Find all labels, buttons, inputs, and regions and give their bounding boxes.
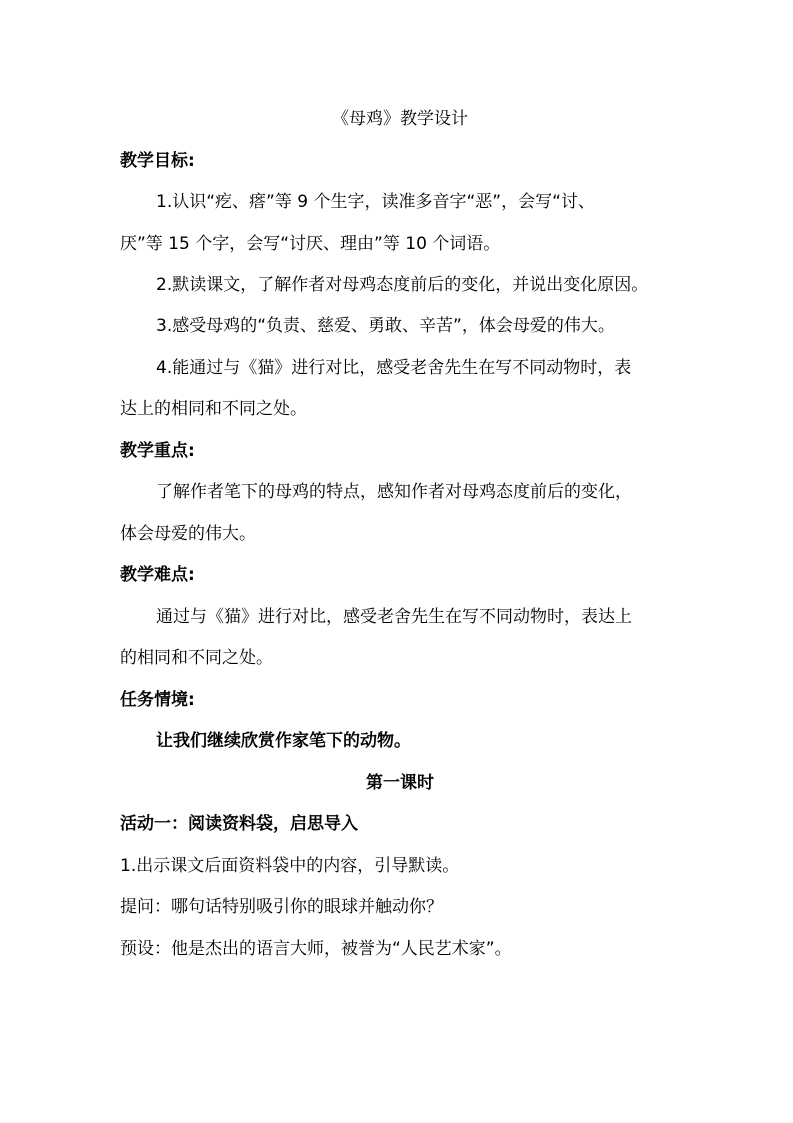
objective-1-line-1: 1.认识“疙、瘩”等 9 个生字，读准多音字“恶”，会写“讨、	[156, 192, 595, 212]
scenario-heading: 任务情境:	[120, 690, 195, 710]
objective-4-line-2: 达上的相同和不同之处。	[120, 399, 307, 419]
objective-3: 3.感受母鸡的“负责、慈爱、勇敢、辛苦”，体会母爱的伟大。	[156, 316, 615, 336]
activity-1-answer: 预设：他是杰出的语言大师，被誉为“人民艺术家”。	[120, 939, 512, 959]
objectives-heading: 教学目标:	[120, 151, 195, 171]
difficulties-heading: 教学难点:	[120, 565, 195, 585]
key-points-heading: 教学重点:	[120, 441, 195, 461]
key-points-line-1: 了解作者笔下的母鸡的特点，感知作者对母鸡态度前后的变化，	[156, 482, 632, 502]
activity-1-question: 提问：哪句话特别吸引你的眼球并触动你？	[120, 897, 443, 917]
lesson-1-heading: 第一课时	[366, 773, 434, 793]
scenario-text: 让我们继续欣赏作家笔下的动物。	[156, 731, 411, 751]
difficulties-line-2: 的相同和不同之处。	[120, 648, 273, 668]
objective-2: 2.默读课文，了解作者对母鸡态度前后的变化，并说出变化原因。	[156, 275, 649, 295]
document-title: 《母鸡》教学设计	[332, 109, 468, 129]
activity-1-step-1: 1.出示课文后面资料袋中的内容，引导默读。	[120, 856, 460, 876]
objective-4-line-1: 4.能通过与《猫》进行对比，感受老舍先生在写不同动物时，表	[156, 358, 632, 378]
activity-1-heading: 活动一：阅读资料袋，启思导入	[120, 814, 358, 834]
difficulties-line-1: 通过与《猫》进行对比，感受老舍先生在写不同动物时，表达上	[156, 607, 632, 627]
objective-1-line-2: 厌”等 15 个字，会写“讨厌、理由”等 10 个词语。	[120, 234, 501, 254]
key-points-line-2: 体会母爱的伟大。	[120, 524, 256, 544]
